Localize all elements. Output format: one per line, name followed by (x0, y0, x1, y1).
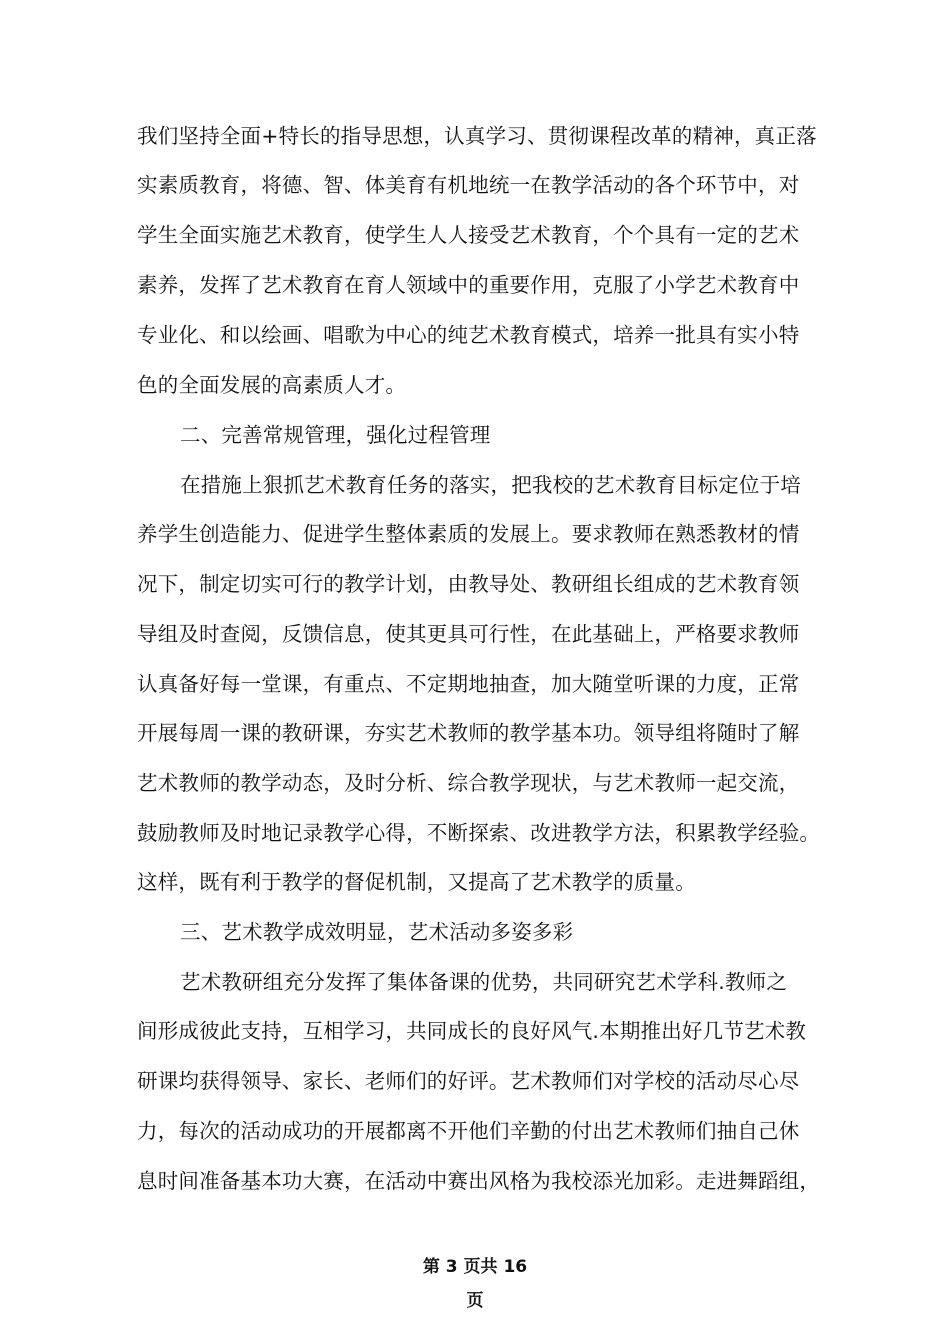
paragraph-line: 色的全面发展的高素质人才。 (137, 373, 407, 397)
paragraph-line: 学生全面实施艺术教育，使学生人人接受艺术教育，个个具有一定的艺术 (137, 223, 800, 247)
paragraph-line: 导组及时查阅，反馈信息，使其更具可行性，在此基础上，严格要求教师 (137, 622, 800, 646)
paragraph-line: 间形成彼此支持，互相学习，共同成长的良好风气.本期推出好几节艺术教 (137, 1019, 807, 1043)
paragraph-line: 鼓励教师及时地记录教学心得，不断探索、改进教学方法，积累教学经验。 (137, 821, 821, 845)
paragraph-line: 艺术教师的教学动态，及时分析、综合教学现状，与艺术教师一起交流， (137, 771, 800, 795)
paragraph-line: 素养，发挥了艺术教育在育人领域中的重要作用，克服了小学艺术教育中 (137, 273, 800, 297)
section-heading: 三、艺术教学成效明显，艺术活动多姿多彩 (180, 920, 574, 944)
paragraph-line: 息时间准备基本功大赛，在活动中赛出风格为我校添光加彩。走进舞蹈组， (137, 1169, 821, 1193)
paragraph-line: 艺术教研组充分发挥了集体备课的优势，共同研究艺术学科.教师之 (180, 970, 788, 994)
paragraph-line: 实素质教育，将德、智、体美育有机地统一在教学活动的各个环节中，对 (137, 173, 800, 197)
page-number: 第 3 页共 16 (422, 1257, 528, 1277)
section-heading: 二、完善常规管理，强化过程管理 (180, 423, 491, 447)
paragraph-line: 养学生创造能力、促进学生整体素质的发展上。要求教师在熟悉教材的情 (137, 522, 800, 546)
paragraph-line: 况下，制定切实可行的教学计划，由教导处、教研组长组成的艺术教育领 (137, 572, 800, 596)
paragraph-line: 研课均获得领导、家长、老师们的好评。艺术教师们对学校的活动尽心尽 (137, 1069, 800, 1093)
paragraph-line: 在措施上狠抓艺术教育任务的落实，把我校的艺术教育目标定位于培 (180, 473, 801, 497)
page-number-continuation: 页 (466, 1291, 484, 1311)
paragraph-line: 开展每周一课的教研课，夯实艺术教师的教学基本功。领导组将随时了解 (137, 721, 800, 745)
paragraph-line: 力，每次的活动成功的开展都离不开他们辛勤的付出艺术教师们抽自己休 (137, 1119, 800, 1143)
paragraph-line: 专业化、和以绘画、唱歌为中心的纯艺术教育模式，培养一批具有实小特 (137, 323, 800, 347)
paragraph-line: 认真备好每一堂课，有重点、不定期地抽查，加大随堂听课的力度，正常 (137, 672, 800, 696)
paragraph-line: 我们坚持全面+特长的指导思想，认真学习、贯彻课程改革的精神，真正落 (137, 124, 817, 148)
paragraph-line: 这样，既有利于教学的督促机制，又提高了艺术教学的质量。 (137, 870, 696, 894)
